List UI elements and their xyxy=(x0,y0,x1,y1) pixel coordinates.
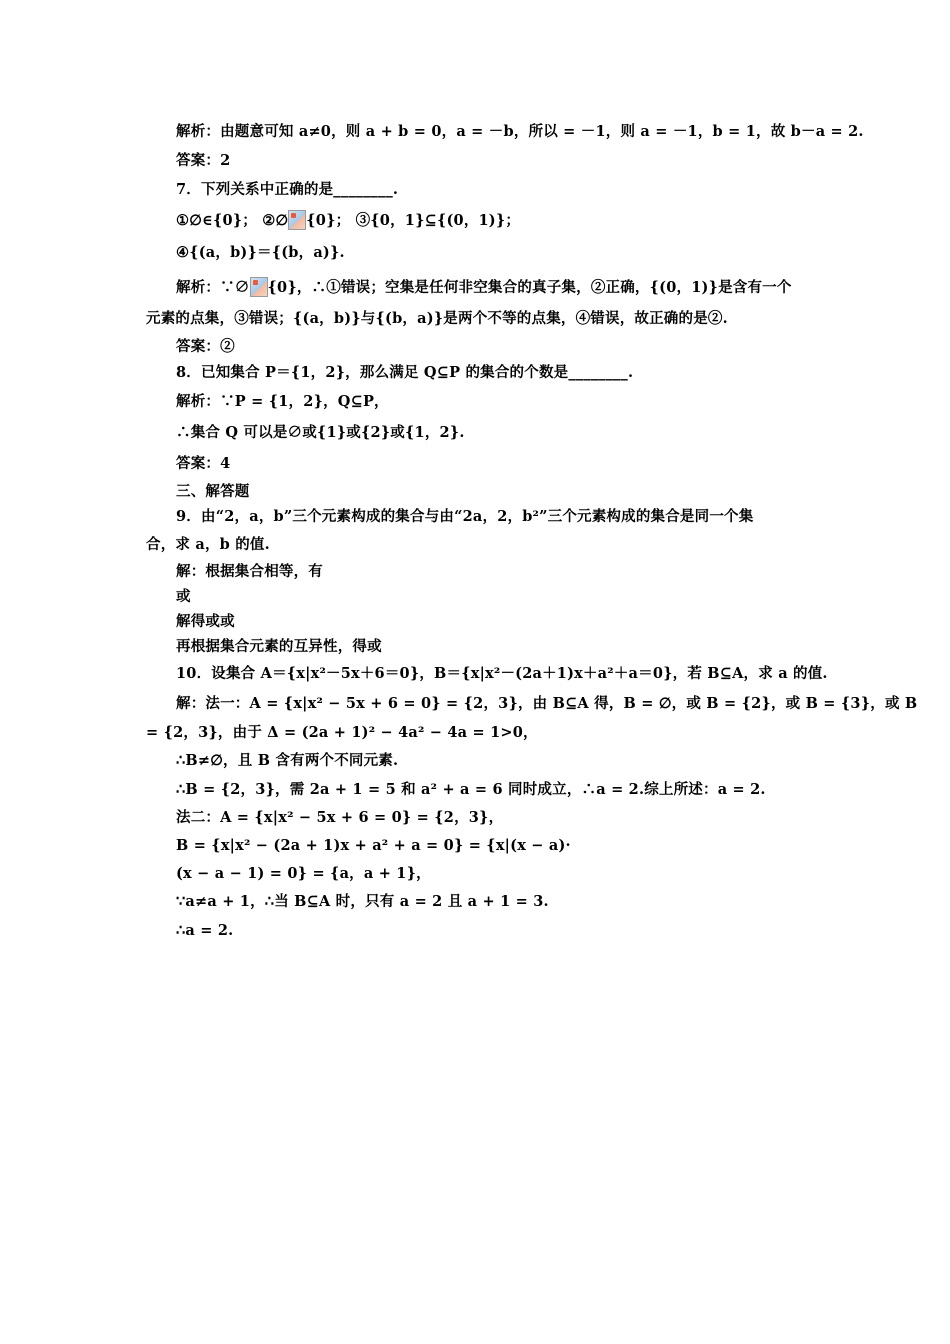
text-line: B = {x|x² − (2a + 1)x + a² + a = 0} = {x|(x − a)· xyxy=(176,837,571,854)
text-line: ④{(a，b)}＝{(b，a)}. xyxy=(176,244,345,261)
text-segment: 解析：∵∅ xyxy=(176,279,250,296)
text-line: ∴B≠∅，且 B 含有两个不同元素. xyxy=(176,752,399,769)
text-line: 解得或或 xyxy=(176,613,235,630)
text-line: 法二：A = {x|x² − 5x + 6 = 0} = {2，3}， xyxy=(176,809,504,826)
broken-image-icon xyxy=(288,210,306,230)
text-line: 答案：2 xyxy=(176,152,231,169)
text-segment: {0}，∴①错误；空集是任何非空集合的真子集，②正确，{(0，1)}是含有一个 xyxy=(267,279,792,296)
text-line: 答案：② xyxy=(176,338,235,355)
text-line: ∴B = {2，3}，需 2a + 1 = 5 和 a² + a = 6 同时成立，∴a = 2.综上所述：a = 2. xyxy=(176,781,766,798)
text-line: 10．设集合 A＝{x|x²－5x＋6＝0}，B＝{x|x²－(2a＋1)x＋a²＋a＝0}，若 B⊆A，求 a 的值. xyxy=(176,665,828,682)
text-line: ∴a = 2. xyxy=(176,922,234,939)
text-line: 解析：由题意可知 a≠0，则 a + b = 0，a = －b，所以 = －1，则 a = －1，b = 1，故 b－a = 2. xyxy=(176,123,864,140)
text-segment: ①∅∈{0}； ②∅ xyxy=(176,212,289,229)
text-line: 9．由“2，a，b”三个元素构成的集合与由“2a，2，b²”三个元素构成的集合是同一个集 xyxy=(176,508,754,525)
text-line: 或 xyxy=(176,588,191,605)
text-line: ∵a≠a + 1，∴当 B⊆A 时，只有 a = 2 且 a + 1 = 3. xyxy=(176,893,549,910)
broken-image-icon xyxy=(250,277,268,297)
text-line xyxy=(176,277,792,298)
text-line: = {2，3}，由于 Δ = (2a + 1)² − 4a² − 4a = 1>0， xyxy=(146,724,538,741)
text-line: 三、解答题 xyxy=(176,483,250,500)
text-line: ∴集合 Q 可以是∅或{1}或{2}或{1，2}. xyxy=(176,424,465,441)
text-line xyxy=(176,210,520,231)
text-line: 解：根据集合相等，有 xyxy=(176,563,323,580)
text-line: 合，求 a，b 的值. xyxy=(146,536,270,553)
text-segment: {0}； ③{0，1}⊆{(0，1)}； xyxy=(306,212,521,229)
text-line: 解：法一：A = {x|x² − 5x + 6 = 0} = {2，3}，由 B⊆A 得，B = ∅，或 B = {2}，或 B = {3}，或 B xyxy=(176,695,918,712)
text-line: 元素的点集，③错误；{(a，b)}与{(b，a)}是两个不等的点集，④错误，故正确的是②. xyxy=(146,310,728,327)
text-line: 7．下列关系中正确的是________. xyxy=(176,181,399,198)
text-line: 解析：∵P = {1，2}，Q⊆P， xyxy=(176,393,389,410)
text-line: 答案：4 xyxy=(176,455,231,472)
text-line: 8．已知集合 P＝{1，2}，那么满足 Q⊆P 的集合的个数是________. xyxy=(176,364,634,381)
text-line: 再根据集合元素的互异性，得或 xyxy=(176,638,382,655)
text-line: (x − a − 1) = 0} = {a，a + 1}， xyxy=(176,865,431,882)
